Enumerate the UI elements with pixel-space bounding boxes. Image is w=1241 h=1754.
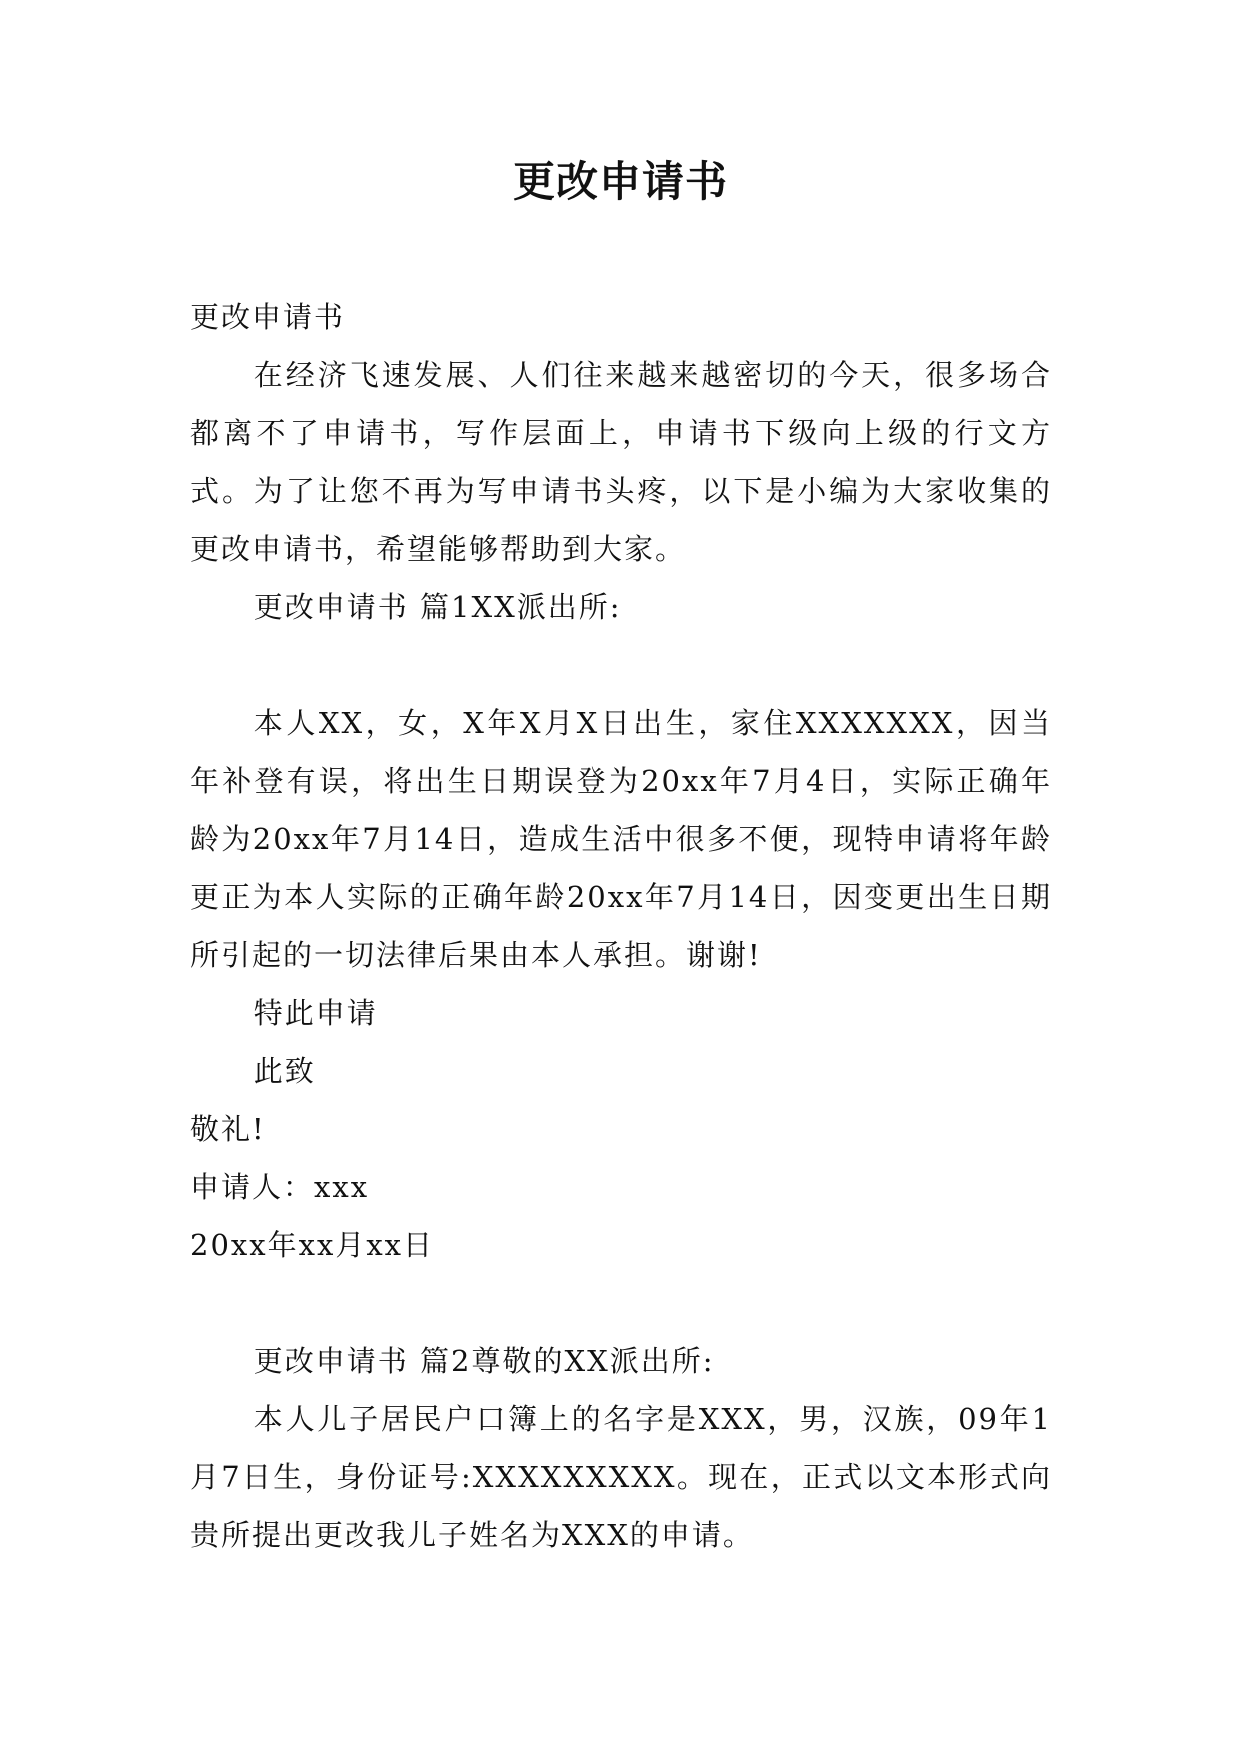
heading-line: 更改申请书 <box>190 300 346 334</box>
section2-header: 更改申请书 篇2尊敬的XX派出所: <box>253 1344 715 1378</box>
applicant-line: 申请人：xxx <box>190 1170 370 1204</box>
closing-salute: 敬礼! <box>190 1112 266 1146</box>
document-body <box>190 288 1052 1564</box>
blank-line <box>190 636 1052 694</box>
date-line: 20xx年xx月xx日 <box>190 1228 435 1262</box>
section1-body: 本人XX，女，X年X月X日出生，家住XXXXXXX，因当年补登有误，将出生日期误登为20xx年7月4日，实际正确年龄为20xx年7月14日，造成生活中很多不便，现特申请将年龄更正为本人实际的正确年龄20xx年7月14日，因变更出生日期所引起的一切法律后果由本人承担。谢谢! <box>190 706 1052 972</box>
closing-special-request: 特此申请 <box>253 996 378 1030</box>
section1-header: 更改申请书 篇1XX派出所: <box>253 590 622 624</box>
intro-paragraph: 在经济飞速发展、人们往来越来越密切的今天，很多场合都离不了申请书，写作层面上，申请书下级向上级的行文方式。为了让您不再为写申请书头疼，以下是小编为大家收集的更改申请书，希望能够帮助到大家。 <box>190 358 1052 566</box>
blank-line <box>190 1274 1052 1332</box>
closing-cizhi: 此致 <box>253 1054 316 1088</box>
document-title: 更改申请书 <box>512 157 728 206</box>
section2-body: 本人儿子居民户口簿上的名字是XXX，男，汉族，09年1月7日生，身份证号:XXXXXXXXX。现在，正式以文本形式向贵所提出更改我儿子姓名为XXX的申请。 <box>190 1402 1052 1552</box>
